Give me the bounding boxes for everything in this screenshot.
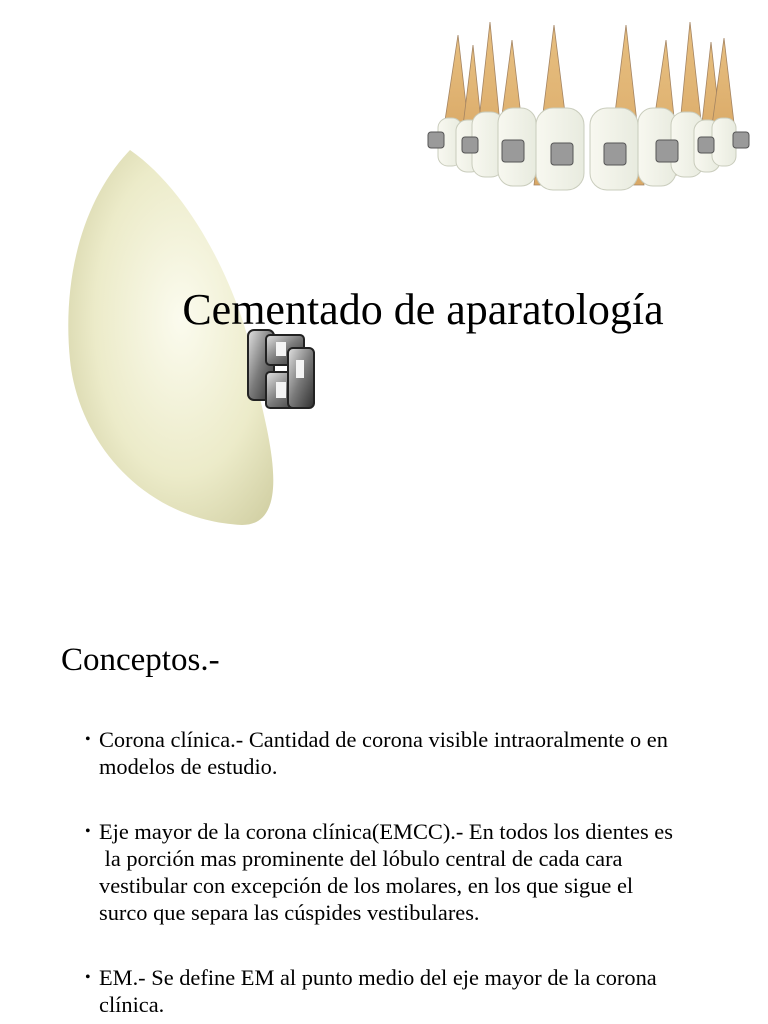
text-line: la porción mas prominente del lóbulo central de cada cara [99, 846, 623, 871]
bullet-dot-icon: • [85, 969, 91, 986]
bullet-dot-icon: • [85, 823, 91, 840]
concept-item [86, 726, 762, 780]
text-line: clínica. [99, 992, 165, 1017]
text-line: modelos de estudio. [99, 754, 278, 779]
text-line: Eje mayor de la corona clínica(EMCC).- En todos los dientes es [99, 819, 673, 844]
slide-2 [0, 590, 768, 1024]
slide-title: Cementado de aparatología [182, 285, 664, 334]
section-heading: Conceptos.- [61, 642, 220, 678]
concept-item [86, 964, 762, 1018]
concept-list [86, 726, 762, 1018]
concept-item [86, 818, 762, 926]
text-line: surco que separa las cúspides vestibulares. [99, 900, 480, 925]
text-line: vestibular con excepción de los molares, en los que sigue el [99, 873, 634, 898]
text-line: Corona clínica.- Cantidad de corona visible intraoralmente o en [99, 727, 668, 752]
text-line: EM.- Se define EM al punto medio del eje mayor de la corona [99, 965, 657, 990]
bullet-dot-icon: • [85, 731, 91, 748]
teeth-brackets-image [418, 0, 768, 210]
